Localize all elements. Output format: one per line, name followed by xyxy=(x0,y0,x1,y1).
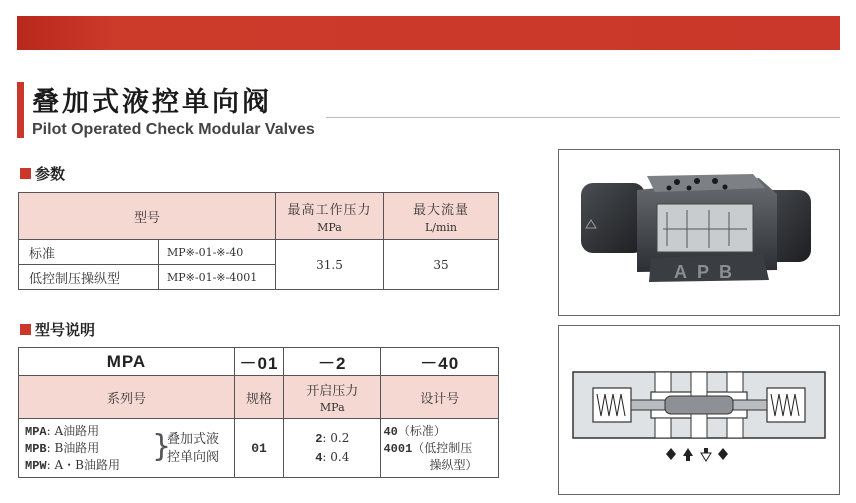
design-option-2 xyxy=(383,440,497,457)
max-pressure-value: 31.5 xyxy=(276,240,384,290)
params-head-model: 型号 xyxy=(19,193,276,240)
params-code: MP※-01-※-4001 xyxy=(159,265,276,290)
mpa-desc: : A油路用 xyxy=(46,424,100,438)
series-group-name xyxy=(167,431,219,467)
code-spec: －01 xyxy=(234,348,283,376)
brace-icon: } xyxy=(152,429,172,464)
mpb-desc: : B油路用 xyxy=(46,441,100,455)
valve-photo-illustration xyxy=(559,150,839,315)
product-photo xyxy=(558,149,840,316)
page-title: 叠加式液控单向阀 xyxy=(32,87,272,118)
design-desc-2: （低控制压 xyxy=(412,441,473,455)
crack-code-2: 4 xyxy=(315,451,323,465)
design-code-1: 40 xyxy=(383,425,398,439)
model-table xyxy=(18,347,499,478)
brand-mark: APB xyxy=(674,262,743,282)
params-row-standard xyxy=(19,240,499,265)
params-table xyxy=(18,192,499,290)
series-detail xyxy=(19,419,235,478)
crack-code-1: 2 xyxy=(315,432,323,446)
title-divider xyxy=(326,117,840,118)
params-heading xyxy=(20,163,65,184)
params-type: 低控制压操纵型 xyxy=(19,265,159,290)
model-heading-text: 型号说明 xyxy=(35,321,96,339)
series-list xyxy=(25,423,120,474)
params-header-row xyxy=(19,193,499,240)
design-desc-1: （标准） xyxy=(397,424,446,438)
params-heading-text: 参数 xyxy=(35,165,66,183)
spec-value: 01 xyxy=(234,419,283,478)
title-accent-bar xyxy=(17,82,24,138)
cross-section-diagram xyxy=(558,325,840,495)
model-code-row xyxy=(19,348,499,376)
design-desc-2b: 操纵型） xyxy=(429,458,478,472)
crack-label: 开启压力 xyxy=(306,384,359,399)
label-spec: 规格 xyxy=(234,376,283,419)
square-bullet-icon xyxy=(20,324,31,335)
flow-unit: L/min xyxy=(424,220,458,234)
code-design: －40 xyxy=(381,348,499,376)
params-code: MP※-01-※-40 xyxy=(159,240,276,265)
model-heading xyxy=(20,319,95,340)
flow-label: 最大流量 xyxy=(412,202,469,218)
crack-option-2 xyxy=(285,448,379,467)
model-label-row xyxy=(19,376,499,419)
label-crack xyxy=(284,376,381,419)
mpb-code: MPB xyxy=(25,442,47,456)
mpw-code: MPW xyxy=(25,459,47,473)
label-series: 系列号 xyxy=(19,376,235,419)
crack-option-1 xyxy=(285,429,379,448)
max-flow-value: 35 xyxy=(384,240,499,290)
design-code-2: 4001 xyxy=(383,442,413,456)
code-crack: －2 xyxy=(284,348,381,376)
label-design: 设计号 xyxy=(381,376,499,419)
crack-unit: MPa xyxy=(319,401,345,414)
square-bullet-icon xyxy=(20,168,31,179)
pressure-label: 最高工作压力 xyxy=(287,202,372,218)
crack-val-2: : 0.4 xyxy=(322,450,350,464)
page-subtitle: Pilot Operated Check Modular Valves xyxy=(32,121,315,138)
mpa-code: MPA xyxy=(25,425,47,439)
model-detail-row xyxy=(19,419,499,478)
group-line1: 叠加式液 xyxy=(167,432,220,447)
code-series: MPA xyxy=(19,348,235,376)
params-type: 标准 xyxy=(19,240,159,265)
design-values xyxy=(381,419,499,478)
series-mpa xyxy=(25,423,120,440)
top-banner xyxy=(17,16,840,50)
crack-values xyxy=(284,419,381,478)
crack-val-1: : 0.2 xyxy=(322,431,350,445)
params-head-flow xyxy=(384,193,499,240)
series-mpw xyxy=(25,457,120,474)
valve-section-illustration xyxy=(559,326,839,494)
group-line2: 控单向阀 xyxy=(167,450,220,465)
design-option-1 xyxy=(383,423,497,440)
mpw-desc: : A・B油路用 xyxy=(46,458,120,472)
pressure-unit: MPa xyxy=(317,220,342,234)
series-mpb xyxy=(25,440,120,457)
params-head-pressure xyxy=(276,193,384,240)
